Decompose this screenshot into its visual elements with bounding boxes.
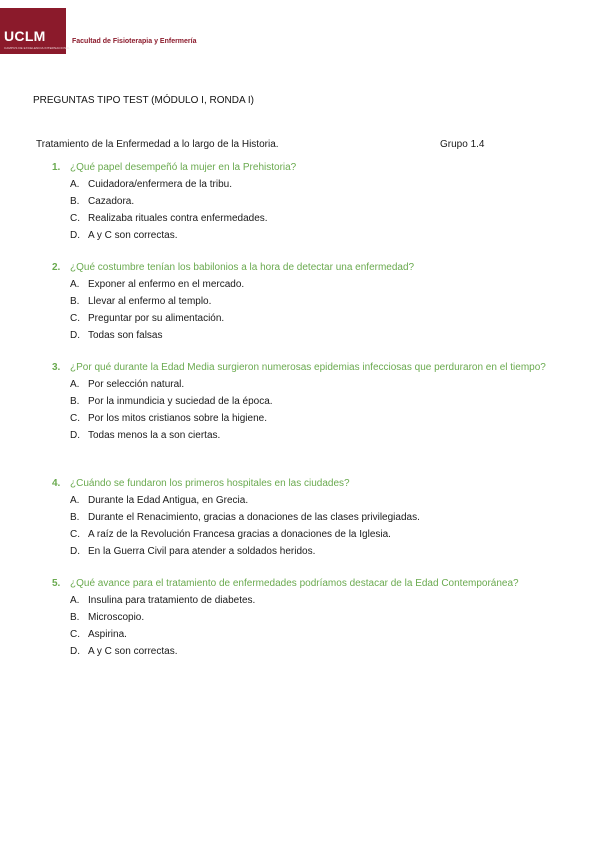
question-number: 2. [52,262,61,273]
option-letter: B. [70,512,80,523]
document-title: PREGUNTAS TIPO TEST (MÓDULO I, RONDA I) [33,95,254,106]
group-label: Grupo 1.4 [440,139,485,150]
option-c [70,626,552,643]
faculty-name: Facultad de Fisioterapia y Enfermería [72,38,197,45]
option-text: Preguntar por su alimentación. [88,313,225,324]
option-text: Por selección natural. [88,379,185,390]
option-text: En la Guerra Civil para atender a soldados heridos. [88,546,316,557]
question-number: 4. [52,478,61,489]
question-text: ¿Qué avance para el tratamiento de enfermedades podríamos destacar de la Edad Contemporánea? [70,578,519,589]
question-text: ¿Por qué durante la Edad Media surgieron numerosas epidemias infecciosas que perduraron en el tiempo? [70,362,546,373]
option-c [70,526,552,543]
option-text: Durante el Renacimiento, gracias a donaciones de las clases privilegiadas. [88,512,420,523]
option-b [70,293,552,310]
option-d [70,327,552,344]
question-number: 3. [52,362,61,373]
option-text: Insulina para tratamiento de diabetes. [88,595,256,606]
option-d [70,643,552,660]
option-a [70,276,552,293]
question-text: ¿Qué costumbre tenían los babilonios a la hora de detectar una enfermedad? [70,262,415,273]
option-text: Exponer al enfermo en el mercado. [88,279,245,290]
option-letter: A. [70,595,80,606]
option-b [70,393,552,410]
option-c [70,210,552,227]
option-letter: A. [70,279,80,290]
logo-subtitle: CAMPUS DE EXCELENCIA INTERNACIONAL [4,46,71,50]
question-2 [52,259,552,344]
option-letter: B. [70,396,80,407]
option-letter: D. [70,646,80,657]
subject-title: Tratamiento de la Enfermedad a lo largo de la Historia. [36,139,279,150]
option-letter: A. [70,179,80,190]
option-letter: C. [70,629,80,640]
option-text: Por los mitos cristianos sobre la higiene. [88,413,267,424]
option-text: A y C son correctas. [88,646,178,657]
option-a [70,176,552,193]
option-a [70,492,552,509]
option-text: Microscopio. [88,612,145,623]
question-4 [52,475,552,560]
option-d [70,227,552,244]
option-text: Todas son falsas [88,330,163,341]
option-text: Todas menos la a son ciertas. [88,430,221,441]
option-a [70,592,552,609]
option-letter: C. [70,413,80,424]
option-letter: C. [70,213,80,224]
question-1 [52,159,552,244]
option-letter: B. [70,612,80,623]
option-c [70,310,552,327]
question-3 [52,359,552,444]
question-5 [52,575,552,660]
question-number: 5. [52,578,61,589]
option-text: Aspirina. [88,629,127,640]
option-text: Cuidadora/enfermera de la tribu. [88,179,232,190]
option-text: Cazadora. [88,196,135,207]
option-letter: A. [70,495,80,506]
option-letter: B. [70,196,80,207]
option-d [70,427,552,444]
option-text: Realizaba rituales contra enfermedades. [88,213,268,224]
option-letter: D. [70,546,80,557]
option-d [70,543,552,560]
option-c [70,410,552,427]
page-header [0,0,600,60]
option-text: Durante la Edad Antigua, en Grecia. [88,495,249,506]
option-a [70,376,552,393]
option-text: A raíz de la Revolución Francesa gracias a donaciones de la Iglesia. [88,529,391,540]
option-letter: C. [70,529,80,540]
uclm-logo [0,8,71,54]
option-b [70,193,552,210]
logo-text: UCLM [4,28,46,44]
option-b [70,509,552,526]
option-letter: C. [70,313,80,324]
question-text: ¿Cuándo se fundaron los primeros hospitales en las ciudades? [70,478,350,489]
option-letter: B. [70,296,80,307]
question-number: 1. [52,162,61,173]
option-text: Llevar al enfermo al templo. [88,296,212,307]
option-text: A y C son correctas. [88,230,178,241]
option-letter: D. [70,330,80,341]
option-letter: D. [70,230,80,241]
option-letter: A. [70,379,80,390]
option-text: Por la inmundicia y suciedad de la época. [88,396,273,407]
option-b [70,609,552,626]
option-letter: D. [70,430,80,441]
question-text: ¿Qué papel desempeñó la mujer en la Prehistoria? [70,162,297,173]
